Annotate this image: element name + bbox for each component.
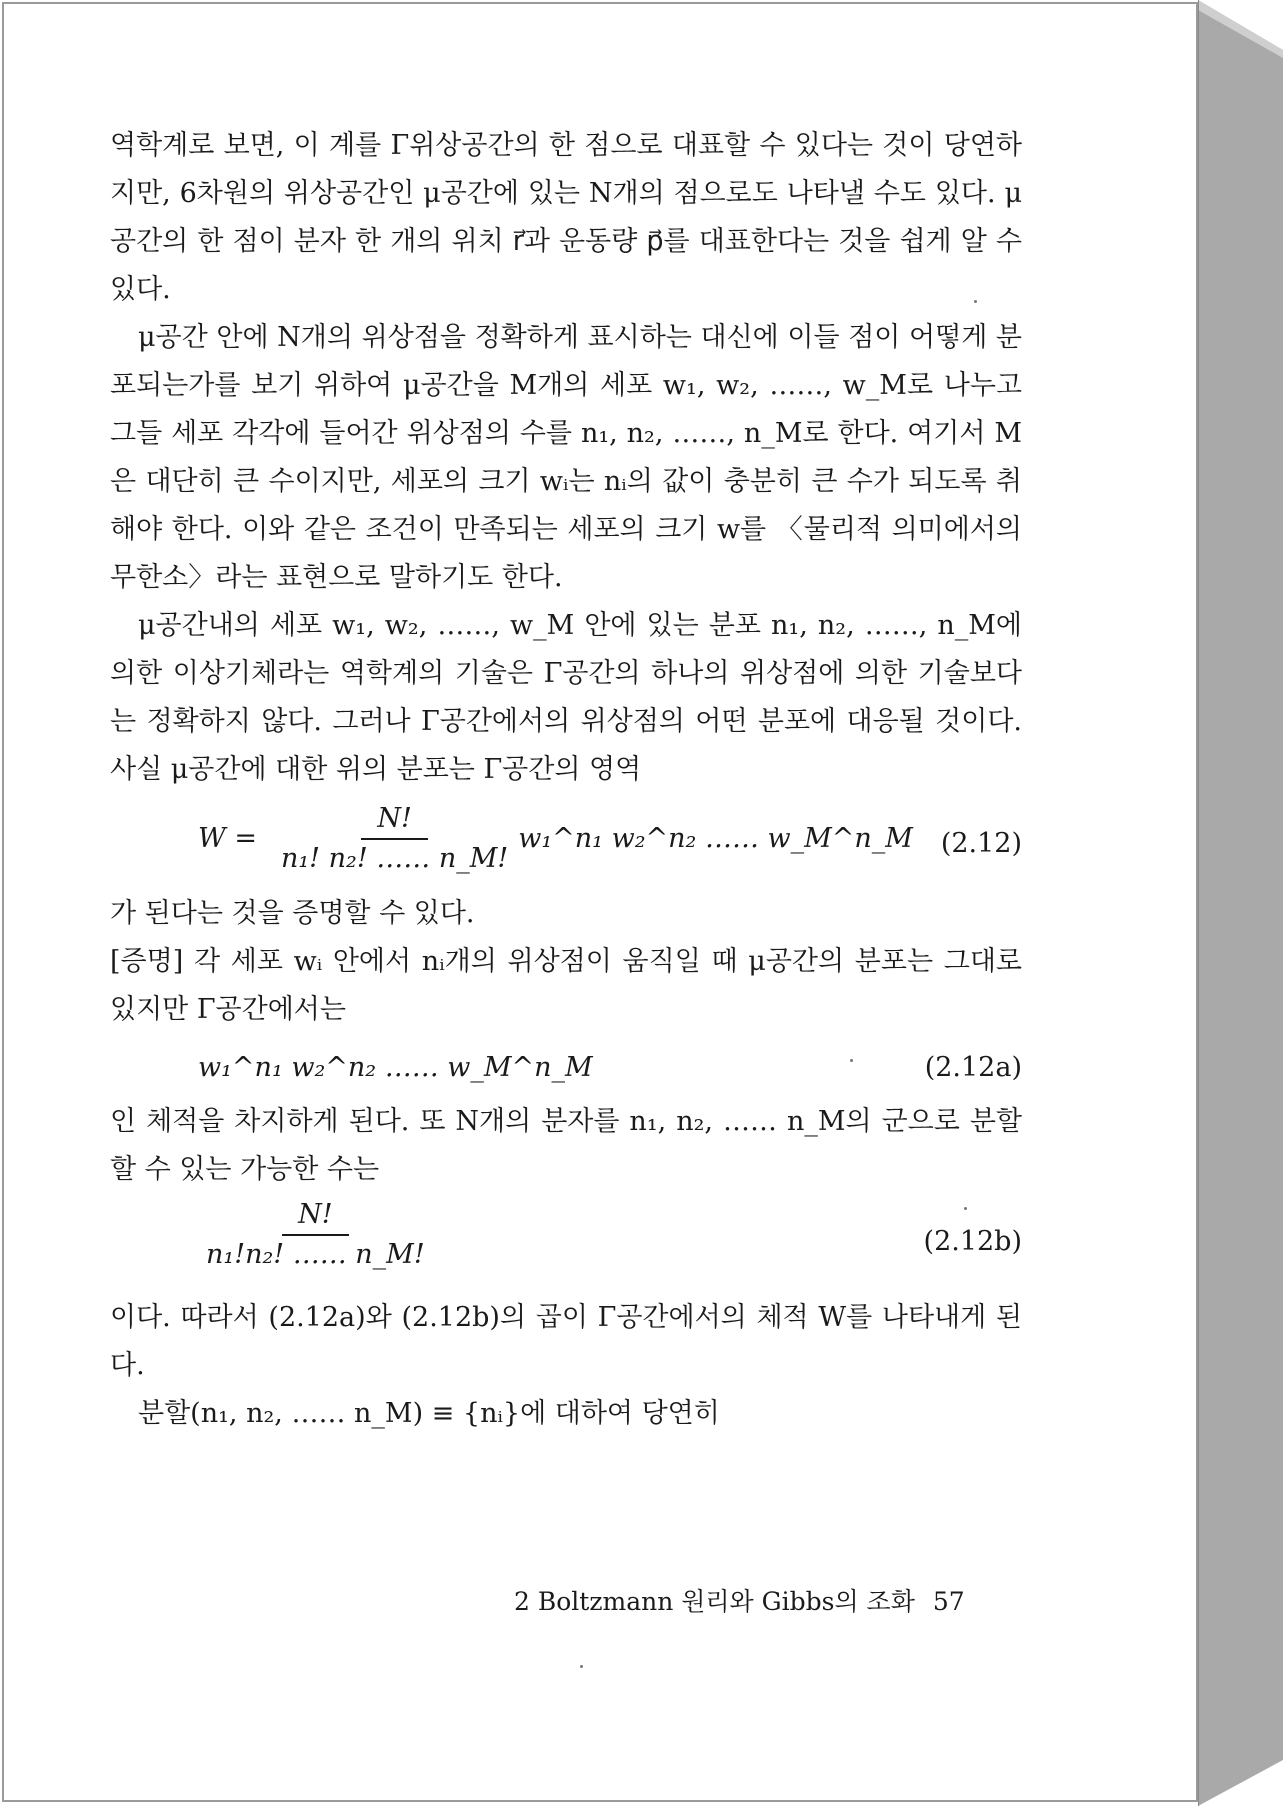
equation-2-12-numerator: N!	[361, 802, 427, 840]
equation-2-12b-denominator: n₁!n₂! …… n_M!	[206, 1239, 425, 1270]
equation-2-12-product: w₁^n₁ w₂^n₂ …… w_M^n_M	[518, 823, 913, 854]
scan-speck	[974, 300, 977, 303]
page-body	[110, 122, 1022, 1438]
page-number: 57	[932, 1587, 965, 1616]
paragraph-1: 역학계로 보면, 이 계를 Γ위상공간의 한 점으로 대표할 수 있다는 것이 당연하지만, 6차원의 위상공간인 μ공간에 있는 N개의 점으로도 나타낼 수도 있다. μ공간의 한 점이 분자 한 개의 위치 r⃗과 운동량 p⃗를 대표한다는 것을 쉽게 알 수 있다.	[110, 130, 1022, 305]
equation-2-12a	[110, 1034, 1022, 1098]
paragraph-3: μ공간내의 세포 w₁, w₂, ……, w_M 안에 있는 분포 n₁, n₂, ……, n_M에 의한 이상기체라는 역학계의 기술은 Γ공간의 하나의 위상점에 의한 기술보다는 정확하지 않다. 그러나 Γ공간에서의 위상점의 어떤 분포에 대응될 것이다. 사실 μ공간에 대한 위의 분포는 Γ공간의 영역	[110, 610, 1022, 785]
paragraph-8: 분할(n₁, n₂, …… n_M) ≡ {nᵢ}에 대하여 당연히	[138, 1398, 720, 1429]
equation-2-12-lhs: W =	[198, 823, 257, 854]
equation-2-12-denominator: n₁! n₂! …… n_M!	[280, 843, 509, 874]
equation-2-12-fraction	[281, 802, 508, 876]
equation-2-12b	[110, 1194, 1022, 1294]
paragraph-5: [증명] 각 세포 wᵢ 안에서 nᵢ개의 위상점이 움직일 때 μ공간의 분포는 그대로 있지만 Γ공간에서는	[110, 946, 1022, 1025]
book-page	[2, 2, 1198, 1802]
paragraph-7: 이다. 따라서 (2.12a)와 (2.12b)의 곱이 Γ공간에서의 체적 W를 나타내게 된다.	[110, 1302, 1022, 1381]
book-edge	[1198, 0, 1283, 1806]
scan-speck	[580, 1665, 583, 1668]
running-title: 2 Boltzmann 원리와 Gibbs의 조화	[514, 1587, 915, 1616]
equation-2-12	[110, 794, 1022, 890]
equation-2-12b-numerator: N!	[282, 1198, 348, 1236]
equation-2-12a-expression: w₁^n₁ w₂^n₂ …… w_M^n_M	[198, 1052, 593, 1083]
equation-2-12b-fraction	[206, 1198, 425, 1272]
scan-speck	[964, 1207, 967, 1210]
paragraph-2: μ공간 안에 N개의 위상점을 정확하게 표시하는 대신에 이들 점이 어떻게 분포되는가를 보기 위하여 μ공간을 M개의 세포 w₁, w₂, ……, w_M로 나누고 그들 세포 각각에 들어간 위상점의 수를 n₁, n₂, ……, n_M로 한다. 여기서 M은 대단히 큰 수이지만, 세포의 크기 wᵢ는 nᵢ의 값이 충분히 큰 수가 되도록 취해야 한다. 이와 같은 조건이 만족되는 세포의 크기 w를 〈물리적 의미에서의 무한소〉라는 표현으로 말하기도 한다.	[110, 322, 1022, 593]
equation-2-12b-number: (2.12b)	[923, 1226, 1022, 1257]
paragraph-4: 가 된다는 것을 증명할 수 있다.	[110, 898, 475, 929]
equation-2-12a-number: (2.12a)	[924, 1052, 1022, 1083]
scan-speck	[850, 1059, 853, 1062]
running-footer	[514, 1582, 1014, 1618]
equation-2-12-number: (2.12)	[940, 828, 1022, 859]
paragraph-6: 인 체적을 차지하게 된다. 또 N개의 분자를 n₁, n₂, …… n_M의 군으로 분할할 수 있는 가능한 수는	[110, 1106, 1022, 1185]
